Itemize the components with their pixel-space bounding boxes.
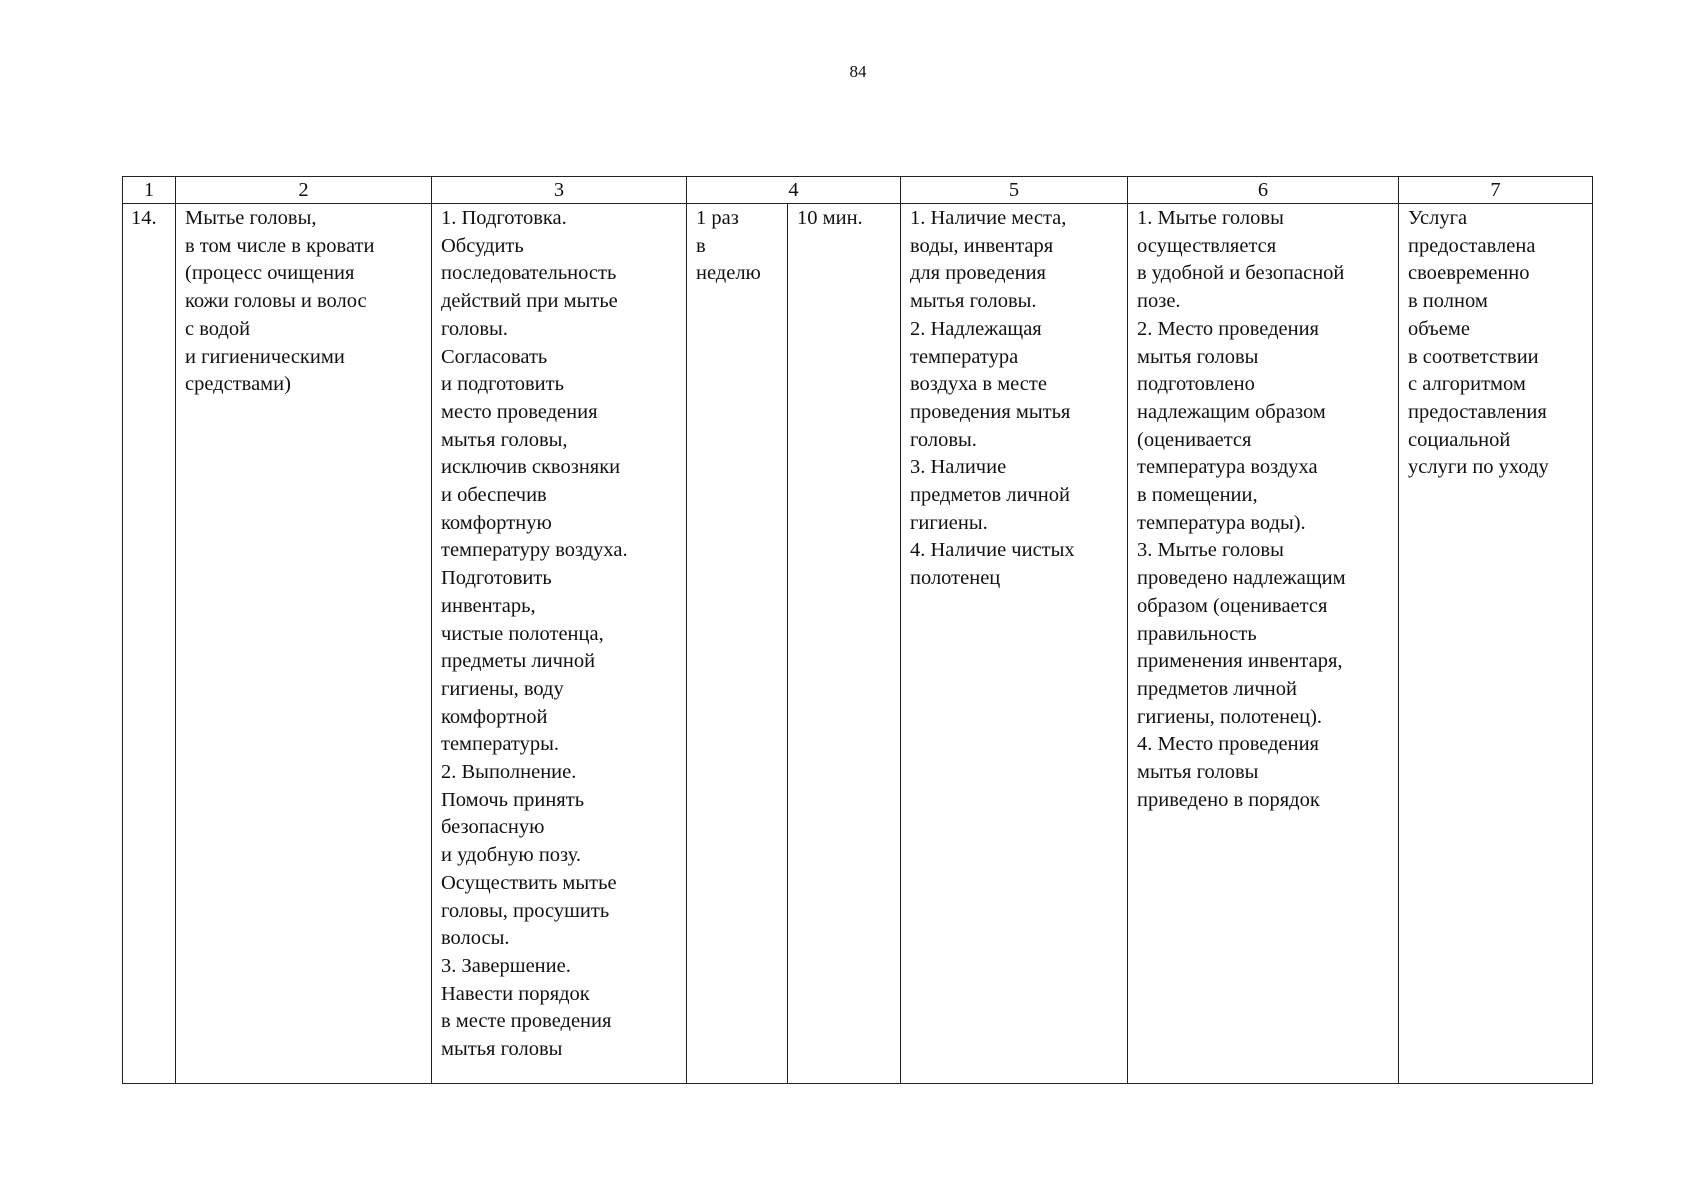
service-standard-table	[122, 176, 1593, 1084]
column-number-3: 3	[432, 177, 687, 204]
row-number-cell: 14.	[123, 204, 176, 1084]
page-number: 84	[849, 62, 867, 81]
column-number-6: 6	[1128, 177, 1399, 204]
conditions-cell: 1. Наличие места, воды, инвентаря для проведения мытья головы. 2. Надлежащая температура воздуха в месте проведения мытья головы. 3. Наличие предметов личной гигиены. 4. Наличие чистых полотенец	[901, 204, 1128, 1084]
duration-cell: 10 мин.	[788, 204, 901, 1084]
result-assessment-cell: Услуга предоставлена своевременно в полном объеме в соответствии с алгоритмом предоставления социальной услуги по уходу	[1399, 204, 1593, 1084]
service-description-cell: 1. Подготовка. Обсудить последовательность действий при мытье головы. Согласовать и подготовить место проведения мытья головы, исключив сквозняки и обеспечив комфортную температуру воздуха. Подготовить инвентарь, чистые полотенца, предметы личной гигиены, воду комфортной температуры. 2. Выполнение. Помочь принять безопасную и удобную позу. Осуществить мытье головы, просушить волосы. 3. Завершение. Навести порядок в месте проведения мытья головы	[432, 204, 687, 1084]
table-header-row	[123, 177, 1593, 204]
quality-indicators-cell: 1. Мытье головы осуществляется в удобной и безопасной позе. 2. Место проведения мытья головы подготовлено надлежащим образом (оценивается температура воздуха в помещении, температура воды). 3. Мытье головы проведено надлежащим образом (оценивается правильность применения инвентаря, предметов личной гигиены, полотенец). 4. Место проведения мытья головы приведено в порядок	[1128, 204, 1399, 1084]
column-number-4: 4	[687, 177, 901, 204]
column-number-2: 2	[176, 177, 432, 204]
column-number-7: 7	[1399, 177, 1593, 204]
column-number-5: 5	[901, 177, 1128, 204]
table-row	[123, 204, 1593, 1084]
column-number-1: 1	[123, 177, 176, 204]
service-name-cell: Мытье головы, в том числе в кровати (процесс очищения кожи головы и волос с водой и гигиеническими средствами)	[176, 204, 432, 1084]
frequency-cell: 1 раз в неделю	[687, 204, 788, 1084]
